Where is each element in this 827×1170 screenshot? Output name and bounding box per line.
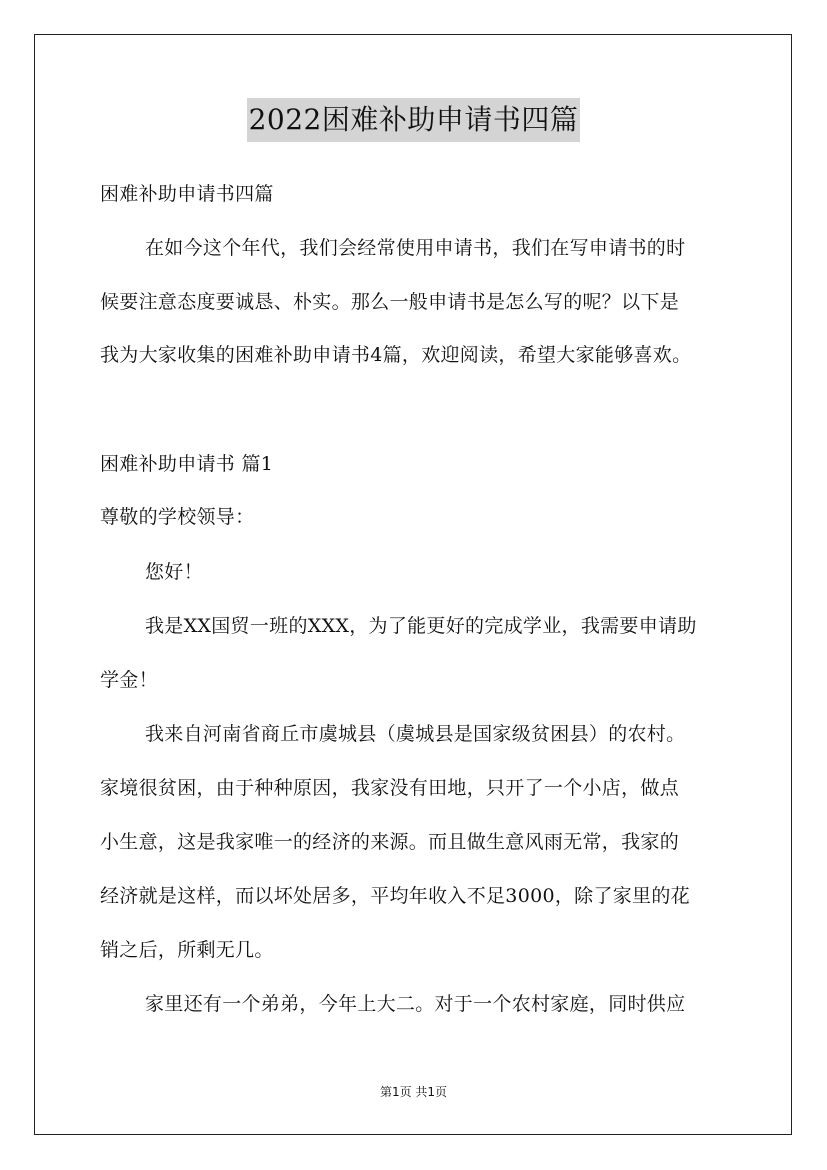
title-container xyxy=(0,98,827,142)
paragraph-line: 家里还有一个弟弟，今年上大二。对于一个农村家庭，同时供应 xyxy=(145,993,686,1015)
paragraph-line: 家境很贫困，由于种种原因，我家没有田地，只开了一个小店，做点 xyxy=(100,777,680,799)
greeting: 您好！ xyxy=(145,561,203,583)
salutation: 尊敬的学校领导： xyxy=(100,506,255,528)
paragraph-line: 小生意，这是我家唯一的经济的来源。而且做生意风雨无常，我家的 xyxy=(100,831,680,853)
paragraph-line: 我来自河南省商丘市虞城县（虞城县是国家级贫困县）的农村。 xyxy=(145,723,686,745)
paragraph-line: 我是XX国贸一班的XXX，为了能更好的完成学业，我需要申请助 xyxy=(145,615,697,637)
paragraph-line: 经济就是这样，而以坏处居多，平均年收入不足3000，除了家里的花 xyxy=(100,885,690,907)
paragraph-line: 在如今这个年代，我们会经常使用申请书，我们在写申请书的时 xyxy=(145,237,686,259)
paragraph-line: 我为大家收集的困难补助申请书4篇，欢迎阅读，希望大家能够喜欢。 xyxy=(100,344,692,366)
paragraph-line: 销之后，所剩无几。 xyxy=(100,939,274,961)
page-footer: 第1页 共1页 xyxy=(379,1085,448,1099)
paragraph-line: 学金！ xyxy=(100,669,158,691)
subtitle-line: 困难补助申请书四篇 xyxy=(100,183,274,205)
paragraph-line: 候要注意态度要诚恳、朴实。那么一般申请书是怎么写的呢？以下是 xyxy=(100,291,680,313)
document-title: 2022困难补助申请书四篇 xyxy=(247,98,581,142)
section-heading: 困难补助申请书 篇1 xyxy=(100,453,274,475)
